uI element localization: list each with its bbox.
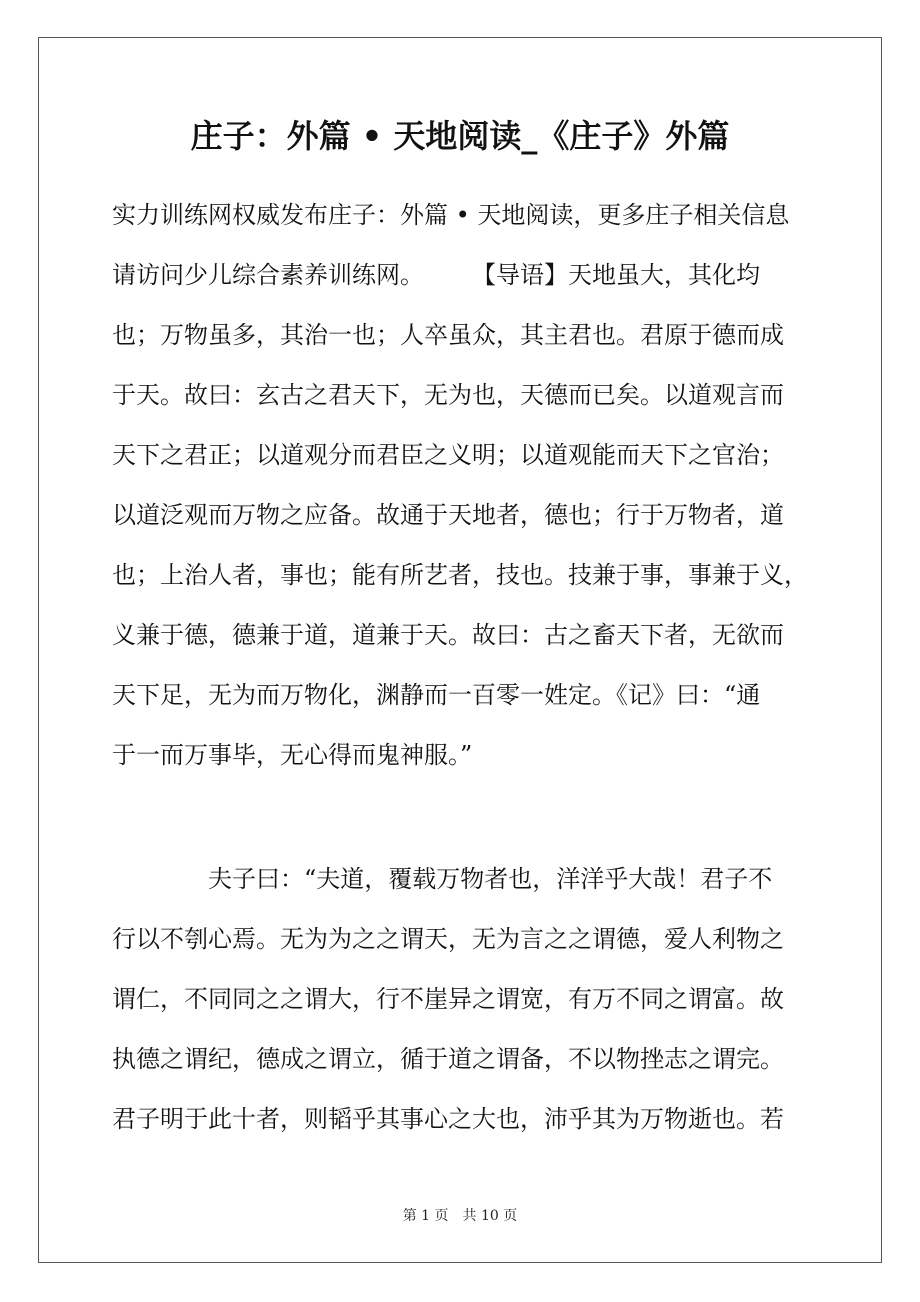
body-line-3: 也；万物虽多，其治一也；人卒虽众，其主君也。君原于德而成 bbox=[112, 321, 784, 349]
body-line-10: 于一而万事毕，无心得而鬼神服。” bbox=[112, 741, 473, 769]
body-line-6: 以道泛观而万物之应备。故通于天地者，德也；行于万物者，道 bbox=[112, 501, 784, 529]
body-line-13: 谓仁，不同同之之谓大，行不崖异之谓宽，有万不同之谓富。故 bbox=[112, 985, 784, 1013]
body-line-9: 天下足，无为而万物化，渊静而一百零一姓定。《记》曰：“通 bbox=[112, 681, 761, 709]
body-line-11: 夫子曰：“夫道，覆载万物者也，洋洋乎大哉！君子不 bbox=[112, 865, 773, 893]
body-line-8: 义兼于德，德兼于道，道兼于天。故曰：古之畜天下者，无欲而 bbox=[112, 621, 784, 649]
body-line-12: 行以不刳心焉。无为为之之谓天，无为言之之谓德，爱人利物之 bbox=[112, 925, 784, 953]
body-line-2: 请访问少儿综合素养训练网。 【导语】天地虽大，其化均 bbox=[112, 261, 760, 289]
body-line-14: 执德之谓纪，德成之谓立，循于道之谓备，不以物挫志之谓完。 bbox=[112, 1045, 784, 1073]
body-line-15: 君子明于此十者，则韬乎其事心之大也，沛乎其为万物逝也。若 bbox=[112, 1105, 784, 1133]
body-line-1: 实力训练网权威发布庄子：外篇 • 天地阅读，更多庄子相关信息 bbox=[112, 201, 790, 229]
page-footer: 第 1 页 共 10 页 bbox=[402, 1208, 518, 1224]
body-line-4: 于天。故曰：玄古之君天下，无为也，天德而已矣。以道观言而 bbox=[112, 381, 784, 409]
document-title: 庄子：外篇 • 天地阅读_《庄子》外篇 bbox=[190, 117, 730, 155]
body-line-5: 天下之君正；以道观分而君臣之义明；以道观能而天下之官治； bbox=[112, 441, 784, 469]
body-line-7: 也；上治人者，事也；能有所艺者，技也。技兼于事，事兼于义， bbox=[112, 561, 808, 589]
